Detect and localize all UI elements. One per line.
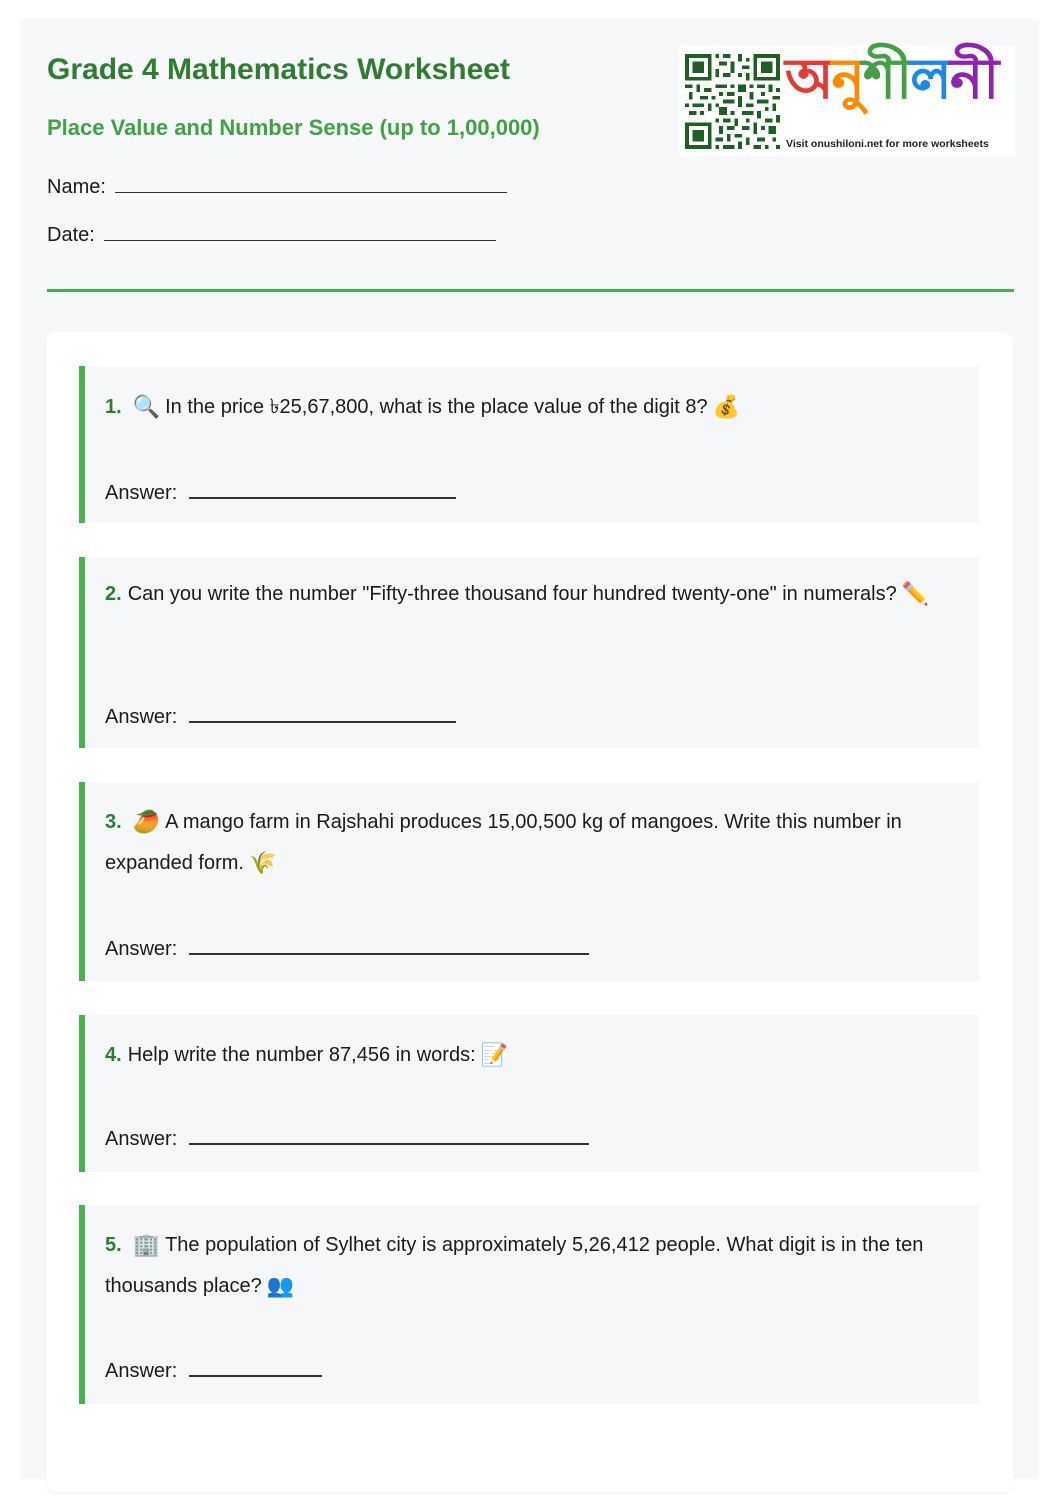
- answer-label: Answer:: [105, 1128, 178, 1150]
- question-body: Can you write the number "Fifty-three thousand four hundred twenty-one" in numerals?: [127, 583, 897, 605]
- date-label: Date:: [47, 224, 95, 246]
- name-blank-line[interactable]: [115, 174, 507, 193]
- answer-row[interactable]: [105, 933, 589, 961]
- mango-icon: 🥭: [132, 810, 161, 835]
- answer-blank-line[interactable]: [189, 1355, 322, 1377]
- brand-url-text[interactable]: Visit onushiloni.net for more worksheets: [786, 138, 989, 150]
- answer-label: Answer:: [105, 706, 178, 728]
- question-card-5: [79, 1205, 980, 1404]
- question-card-3: [79, 782, 980, 981]
- answer-blank-line[interactable]: [189, 933, 589, 955]
- question-number: 4.: [105, 1044, 122, 1066]
- question-body: In the price ৳25,67,800, what is the place value of the digit 8?: [165, 396, 708, 418]
- rice-sheaf-icon: 🌾: [248, 851, 277, 876]
- question-text: [105, 802, 952, 884]
- memo-icon: 📝: [480, 1043, 509, 1068]
- onushiloni-logo: অনুশীলনী: [785, 47, 998, 112]
- answer-blank-line[interactable]: [189, 477, 456, 499]
- name-label: Name:: [47, 176, 106, 198]
- date-blank-line[interactable]: [104, 222, 496, 241]
- brand-banner[interactable]: [679, 46, 1015, 156]
- question-number: 3.: [105, 811, 122, 833]
- money-bag-icon: 💰: [712, 395, 741, 420]
- question-body: Help write the number 87,456 in words:: [127, 1044, 476, 1066]
- worksheet-title: Grade 4 Mathematics Worksheet: [47, 53, 510, 86]
- office-building-icon: 🏢: [132, 1233, 161, 1258]
- question-text: [105, 1035, 952, 1076]
- answer-label: Answer:: [105, 938, 178, 960]
- worksheet-subtitle: Place Value and Number Sense (up to 1,00,000): [47, 115, 540, 140]
- answer-row[interactable]: [105, 1123, 589, 1151]
- answer-row[interactable]: [105, 1355, 322, 1383]
- answer-label: Answer:: [105, 1360, 178, 1382]
- header-divider: [47, 289, 1014, 292]
- question-card-4: [79, 1015, 980, 1172]
- question-text: [105, 574, 952, 615]
- pencil-icon: ✏️: [901, 582, 930, 607]
- question-body: A mango farm in Rajshahi produces 15,00,500 kg of mangoes. Write this number in expanded form.: [105, 811, 902, 874]
- magnifier-icon: 🔍: [132, 395, 161, 420]
- answer-row[interactable]: [105, 701, 456, 729]
- question-number: 1.: [105, 396, 122, 418]
- question-body: The population of Sylhet city is approximately 5,26,412 people. What digit is in the ten thousands place?: [105, 1234, 924, 1297]
- date-field[interactable]: [47, 222, 496, 247]
- question-text: [105, 1225, 952, 1307]
- answer-row[interactable]: [105, 477, 456, 505]
- question-number: 5.: [105, 1234, 122, 1256]
- people-icon: 👥: [266, 1274, 295, 1299]
- qr-code-icon: [685, 54, 780, 149]
- name-field[interactable]: [47, 174, 507, 199]
- answer-label: Answer:: [105, 482, 178, 504]
- question-card-2: [79, 557, 980, 748]
- question-card-1: [79, 366, 980, 523]
- question-number: 2.: [105, 583, 122, 605]
- questions-card: [46, 332, 1013, 1492]
- worksheet-page: [20, 19, 1039, 1479]
- answer-blank-line[interactable]: [189, 701, 456, 723]
- answer-blank-line[interactable]: [189, 1123, 589, 1145]
- question-text: [105, 387, 952, 428]
